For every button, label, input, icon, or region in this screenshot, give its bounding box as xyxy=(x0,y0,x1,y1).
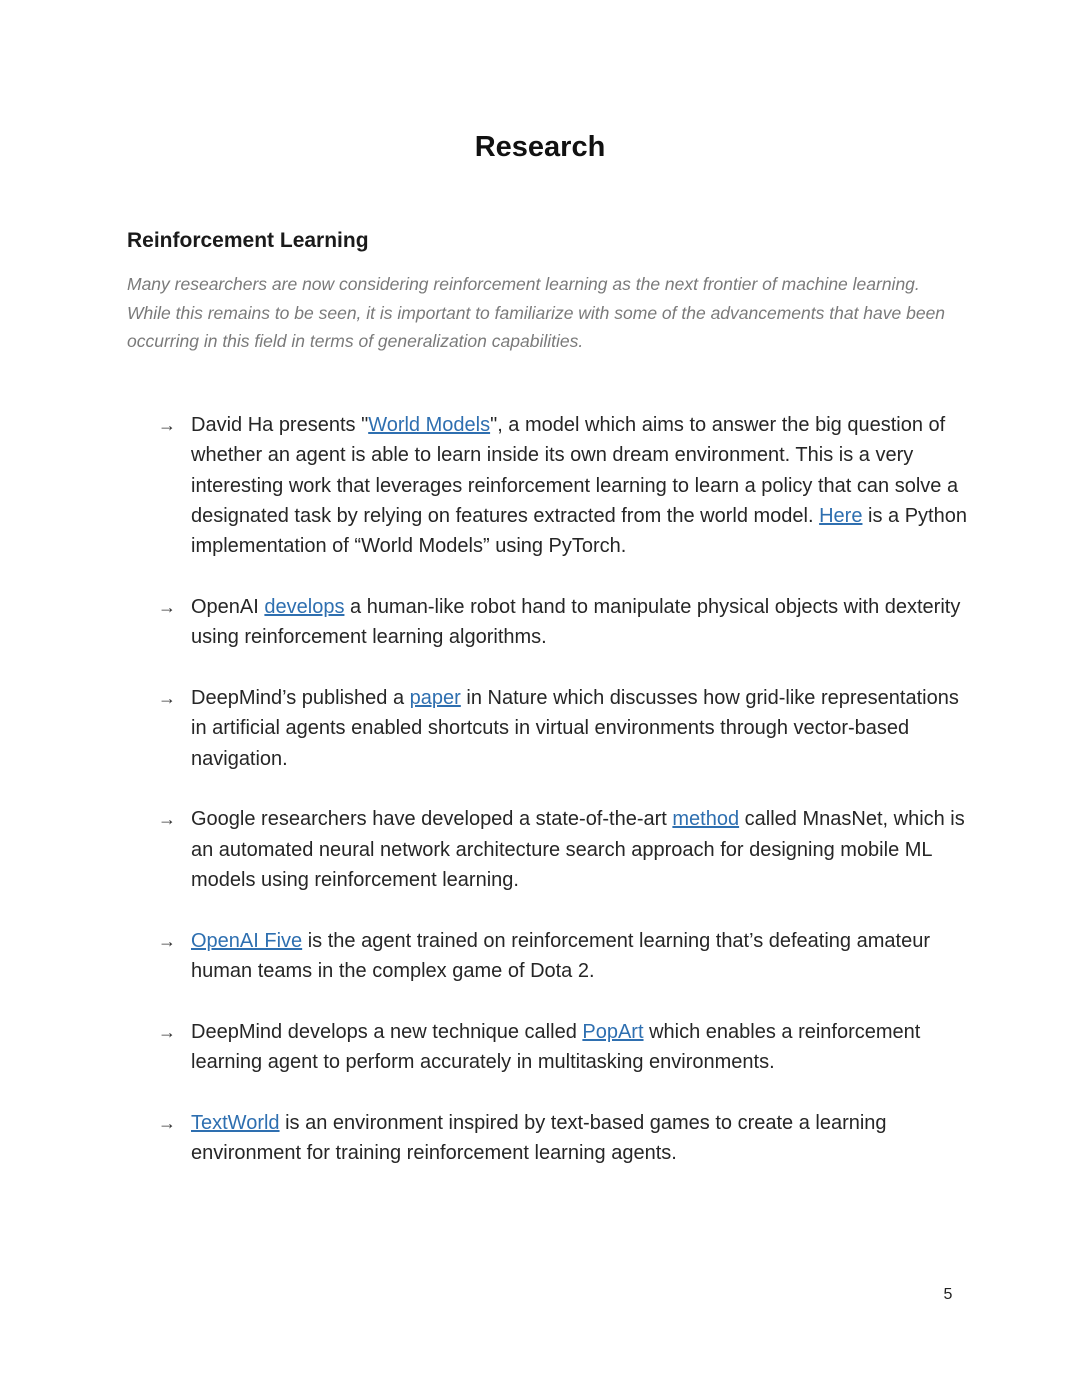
list-item xyxy=(158,683,968,774)
textworld-link[interactable]: TextWorld xyxy=(191,1112,280,1135)
list-item xyxy=(158,1017,968,1078)
item-text: Google researchers have developed a state-of-the-art xyxy=(191,808,673,831)
here-link[interactable]: Here xyxy=(819,504,863,527)
arrow-right-icon: → xyxy=(158,1113,176,1134)
item-text: DeepMind’s published a xyxy=(191,687,410,710)
list-item xyxy=(158,926,968,987)
item-text: is an environment inspired by text-based games to create a learning environment for training reinforcement learning agents. xyxy=(191,1112,887,1165)
arrow-right-icon: → xyxy=(158,415,176,435)
item-text: in Nature which discusses how grid-like representations in artificial agents enabled shortcuts in virtual environments through vector-based navigation. xyxy=(191,687,959,770)
item-text: which enables a reinforcement learning agent to perform accurately in multitasking environments. xyxy=(191,1020,921,1074)
item-text: David Ha presents " xyxy=(191,414,369,436)
develops-link[interactable]: develops xyxy=(264,595,345,618)
arrow-right-icon: → xyxy=(158,809,176,830)
research-list xyxy=(158,410,968,1199)
list-item xyxy=(158,592,968,653)
list-item xyxy=(158,804,968,895)
arrow-right-icon: → xyxy=(158,596,176,617)
list-item xyxy=(158,1108,968,1169)
item-text: is a Python implementation of “World Models” using PyTorch. xyxy=(191,504,967,558)
list-item xyxy=(158,410,968,561)
page-number: 5 xyxy=(943,1286,953,1303)
item-text: called MnasNet, which is an automated neural network architecture search approach for designing mobile ML models using reinforcement learning. xyxy=(191,808,965,892)
section-heading: Reinforcement Learning xyxy=(127,229,369,252)
world-models-link[interactable]: World Models xyxy=(368,414,491,436)
arrow-right-icon: → xyxy=(158,930,176,951)
openai-five-link[interactable]: OpenAI Five xyxy=(191,929,303,952)
item-text: OpenAI xyxy=(191,595,265,618)
page-title: Research xyxy=(474,131,606,163)
paper-link[interactable]: paper xyxy=(409,687,461,710)
item-text: is the agent trained on reinforcement learning that’s defeating amateur human teams in the complex game of Dota 2. xyxy=(191,929,930,983)
item-text: a human-like robot hand to manipulate physical objects with dexterity using reinforcement learning algorithms. xyxy=(191,595,961,649)
arrow-right-icon: → xyxy=(158,1021,176,1042)
item-text: DeepMind develops a new technique called xyxy=(191,1020,583,1043)
method-link[interactable]: method xyxy=(672,808,740,831)
item-text: ", a model which aims to answer the big question of whether an agent is able to learn inside its own dream environment. This is a very interesting work that leverages reinforcement learning to learn a policy that can solve a designated task by relying on features extracted from the world model. xyxy=(191,414,959,527)
section-intro: Many researchers are now considering reinforcement learning as the next frontier of machine learning. While this remains to be seen, it is important to familiarize with some of the advancements that have been occurring in this field in terms of generalization capabilities. xyxy=(127,274,946,351)
popart-link[interactable]: PopArt xyxy=(582,1020,644,1043)
arrow-right-icon: → xyxy=(158,688,176,709)
